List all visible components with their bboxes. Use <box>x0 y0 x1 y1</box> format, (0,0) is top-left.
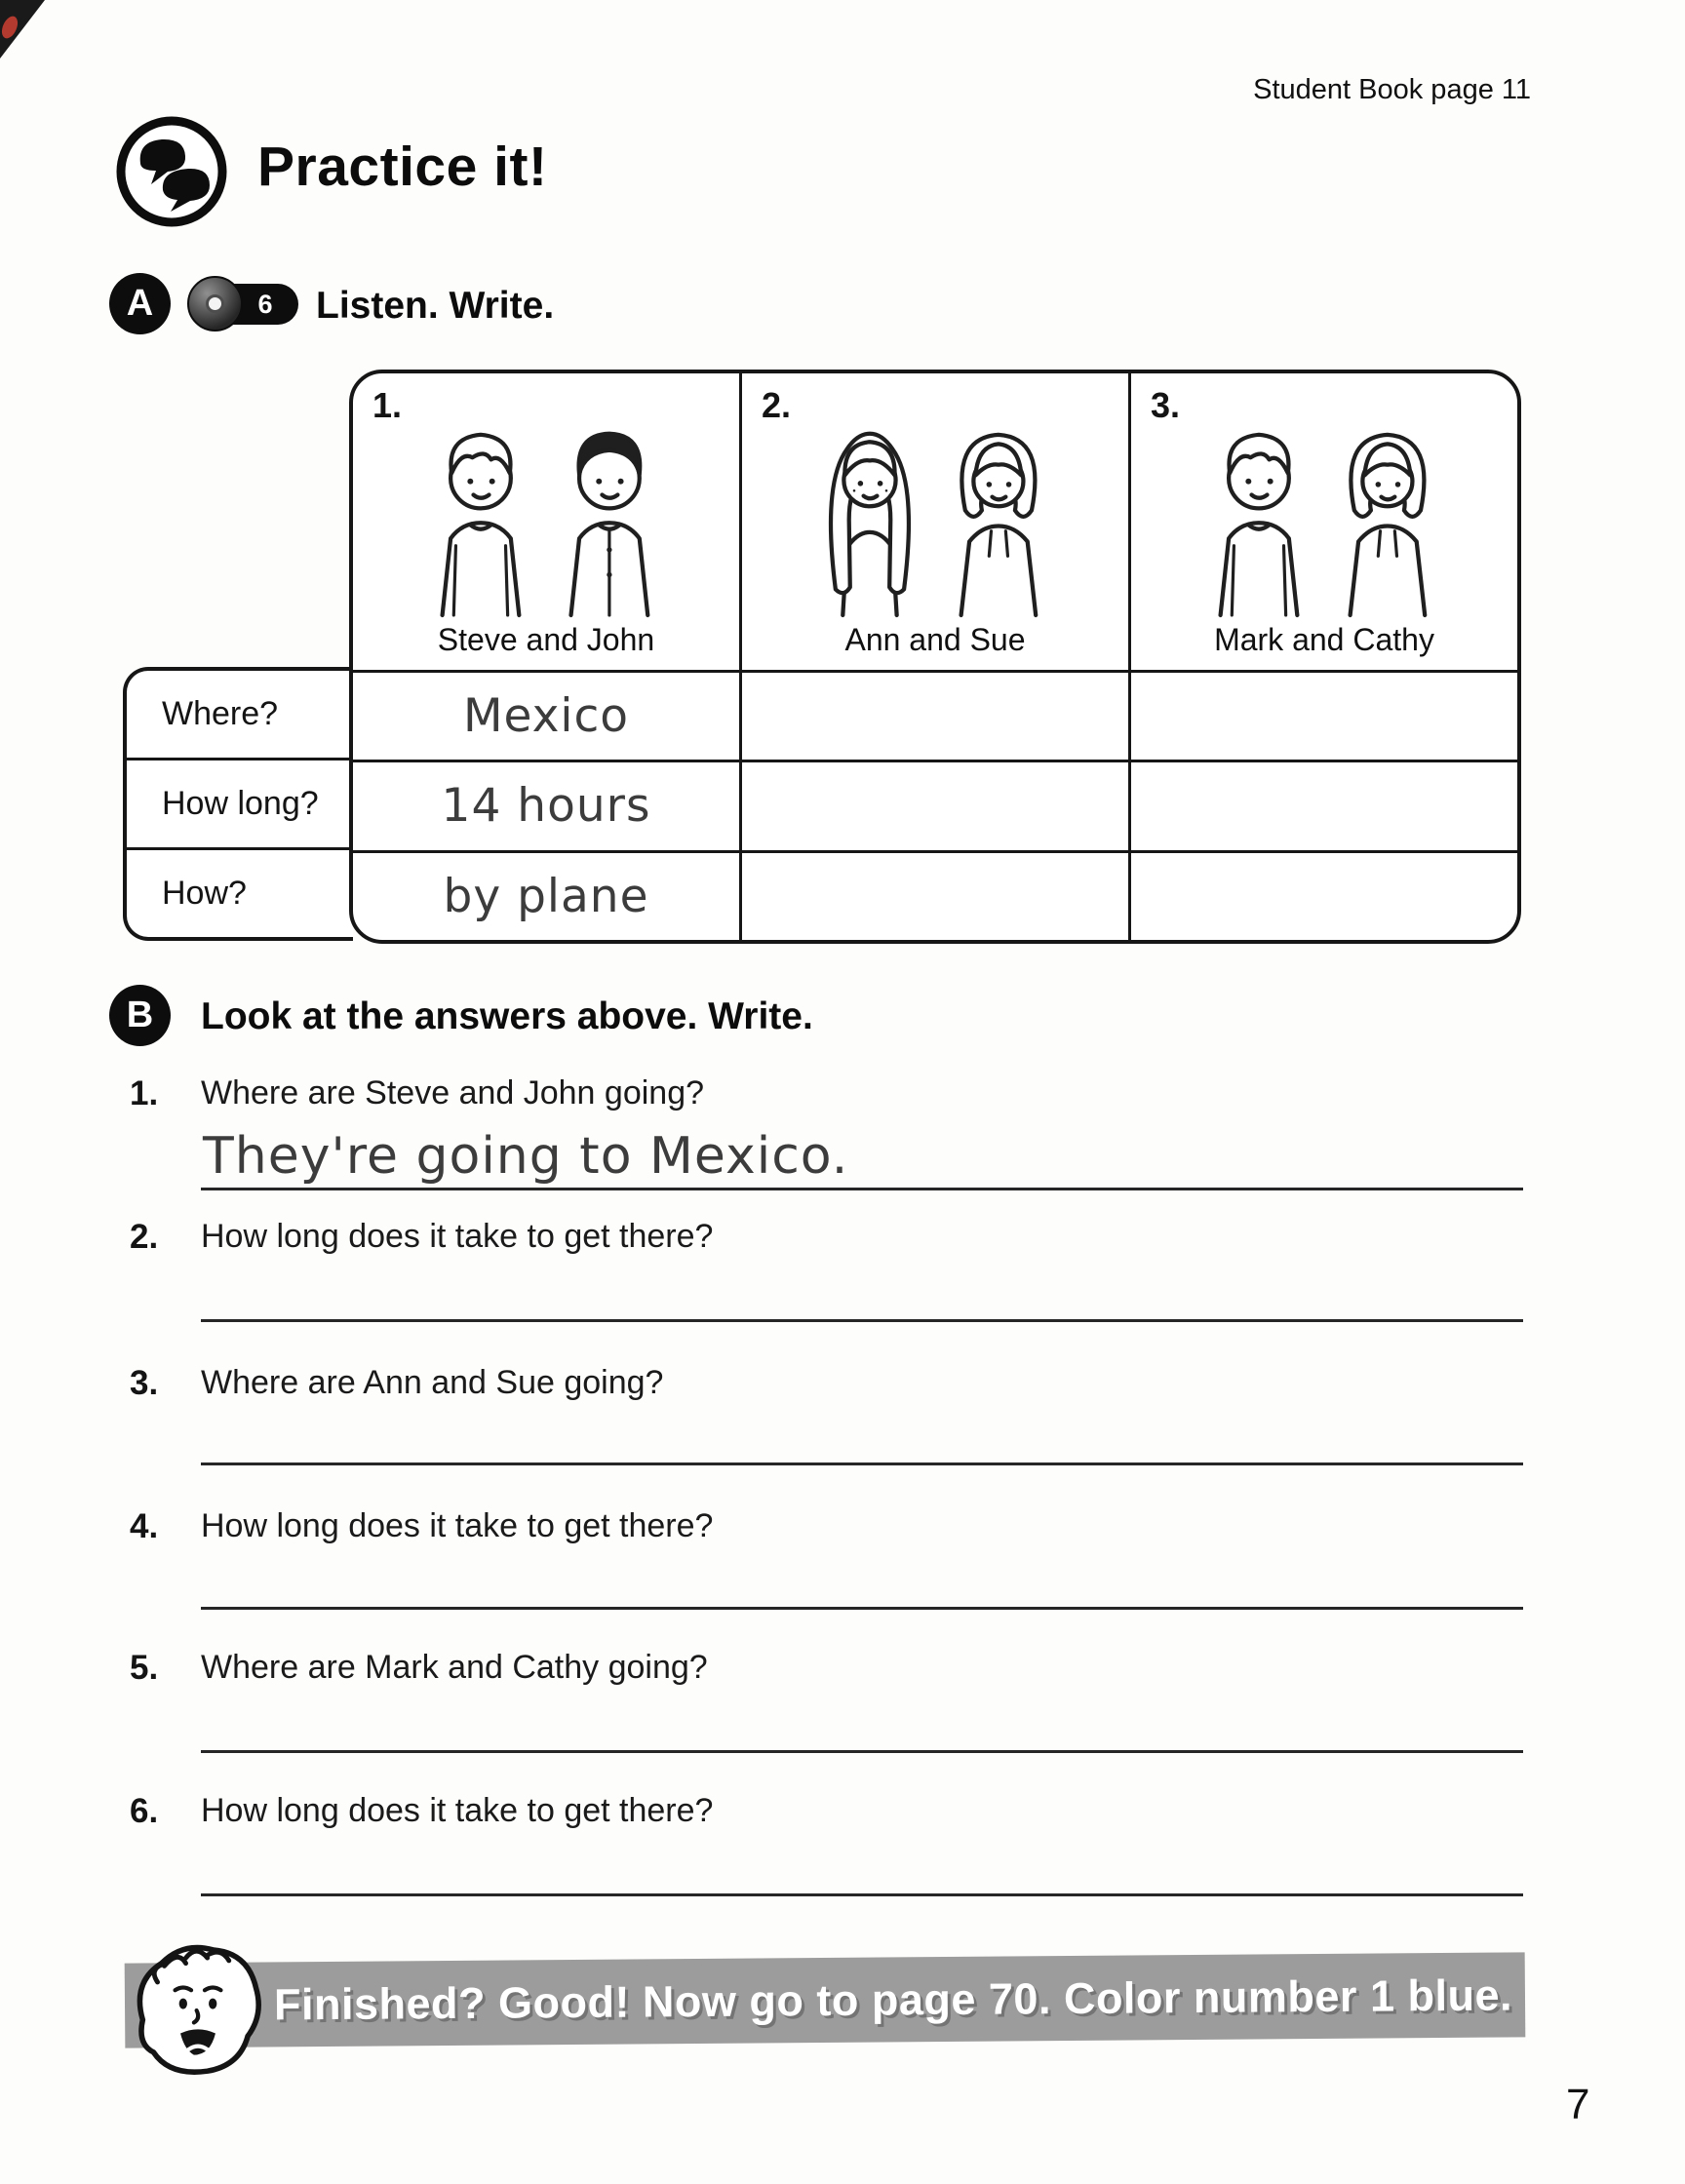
cell-how-1[interactable]: by plane <box>443 869 649 923</box>
answer-line-5[interactable] <box>201 1750 1523 1753</box>
cell-how-long-2[interactable] <box>742 762 1128 852</box>
table-column-3 <box>1131 373 1517 940</box>
speech-bubbles-icon <box>113 113 230 230</box>
question-2-number: 2. <box>130 1218 159 1256</box>
track-number: 6 <box>257 289 273 319</box>
cell-how-3[interactable] <box>1131 853 1517 940</box>
student-book-reference: Student Book page 11 <box>1253 74 1531 105</box>
question-5-number: 5. <box>130 1649 159 1687</box>
section-a-badge: A <box>109 273 171 334</box>
cell-where-2[interactable] <box>742 673 1128 762</box>
scan-artifact <box>0 0 62 68</box>
table-column-1 <box>353 373 742 940</box>
answer-line-1[interactable] <box>201 1188 1523 1190</box>
column-number-3: 3. <box>1151 385 1181 425</box>
illustration-ann-and-sue <box>805 415 1065 622</box>
illustration-mark-and-cathy <box>1195 415 1454 622</box>
cell-how-long-3[interactable] <box>1131 762 1517 852</box>
caption-mark-and-cathy: Mark and Cathy <box>1214 622 1434 657</box>
picture-cell-3 <box>1131 373 1517 673</box>
column-number-2: 2. <box>762 385 792 425</box>
picture-cell-1 <box>353 373 739 673</box>
cell-where-1[interactable]: Mexico <box>353 673 739 762</box>
cd-disc-icon <box>187 276 243 332</box>
row-header-how-long: How long? <box>127 760 353 850</box>
question-4-text: How long does it take to get there? <box>201 1507 714 1544</box>
cell-where-3[interactable] <box>1131 673 1517 762</box>
cd-track-icon <box>187 276 298 332</box>
column-number-1: 1. <box>372 385 403 425</box>
answer-line-4[interactable] <box>201 1607 1523 1610</box>
answer-line-3[interactable] <box>201 1462 1523 1465</box>
row-header-how: How? <box>162 875 247 912</box>
question-1-number: 1. <box>130 1074 159 1112</box>
page-title: Practice it! <box>257 136 548 198</box>
section-b-instruction: Look at the answers above. Write. <box>201 995 813 1037</box>
picture-cell-2 <box>742 373 1128 673</box>
cell-how-long-1[interactable]: 14 hours <box>353 762 739 852</box>
kid-face-icon <box>123 1936 273 2085</box>
table-row-headers <box>123 667 353 941</box>
illustration-steve-and-john <box>416 415 676 622</box>
caption-ann-and-sue: Ann and Sue <box>844 622 1026 657</box>
question-3-number: 3. <box>130 1364 159 1402</box>
question-1-text: Where are Steve and John going? <box>201 1074 705 1112</box>
footer-banner <box>125 1952 1526 2048</box>
listening-table <box>349 370 1521 944</box>
caption-steve-and-john: Steve and John <box>437 622 655 657</box>
answer-line-6[interactable] <box>201 1893 1523 1896</box>
question-6-text: How long does it take to get there? <box>201 1792 714 1829</box>
page-number: 7 <box>1566 2081 1590 2128</box>
section-b-badge: B <box>109 985 171 1046</box>
question-4-number: 4. <box>130 1507 159 1545</box>
cell-how-2[interactable] <box>742 853 1128 940</box>
question-2-text: How long does it take to get there? <box>201 1218 714 1255</box>
answer-line-2[interactable] <box>201 1319 1523 1322</box>
row-header-where: Where? <box>127 671 353 760</box>
footer-message: Finished? Good! Now go to page 70. Color number 1 blue. <box>273 1969 1513 2029</box>
question-1-answer: They're going to Mexico. <box>203 1127 849 1186</box>
question-5-text: Where are Mark and Cathy going? <box>201 1649 708 1686</box>
section-a-instruction: Listen. Write. <box>316 285 555 327</box>
question-6-number: 6. <box>130 1792 159 1830</box>
question-3-text: Where are Ann and Sue going? <box>201 1364 664 1401</box>
cd-hole <box>206 294 224 313</box>
table-column-2 <box>742 373 1131 940</box>
